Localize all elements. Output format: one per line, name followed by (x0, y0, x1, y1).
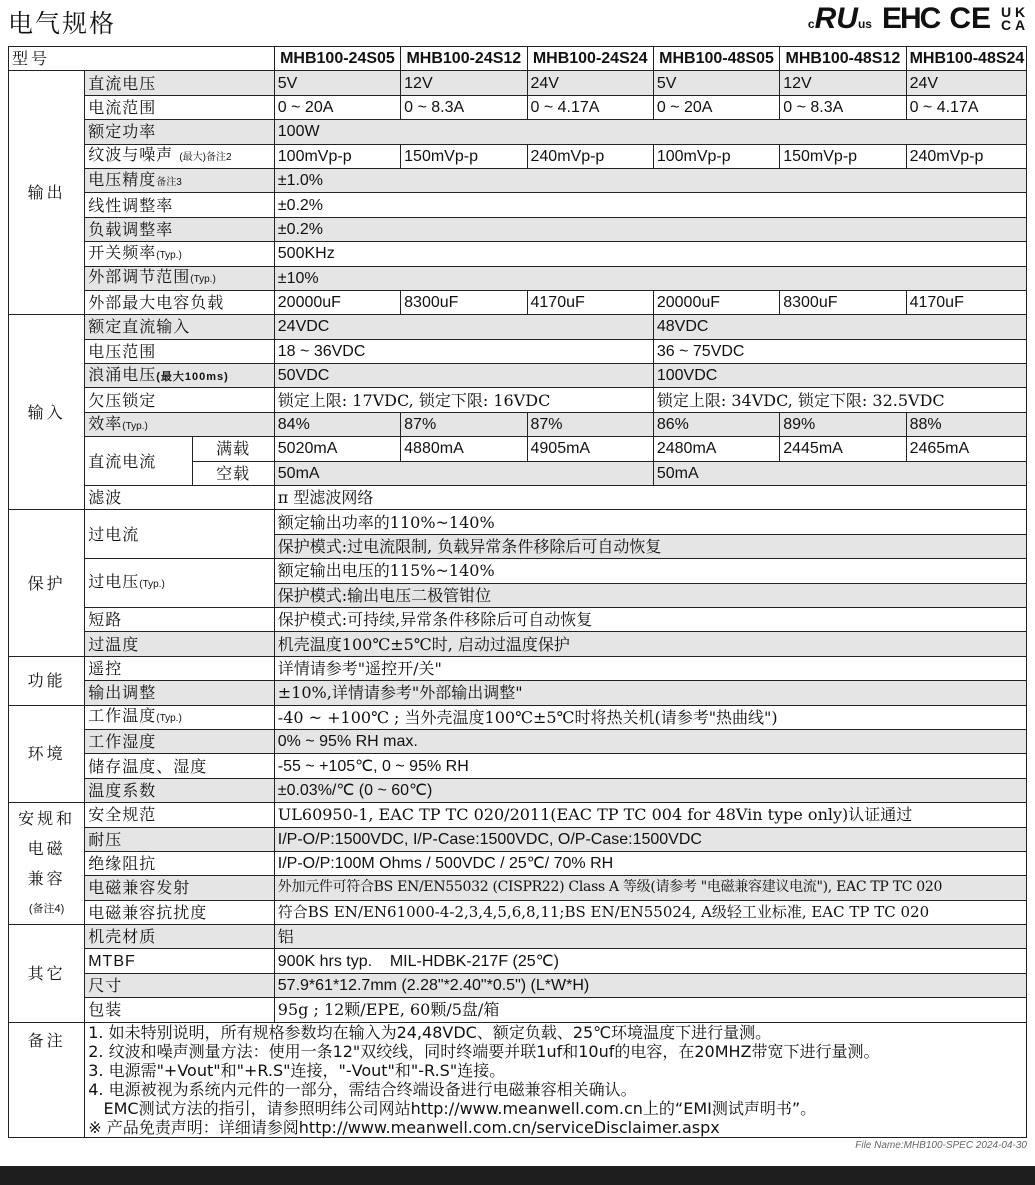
row-label: 电压范围 (85, 339, 275, 363)
cell-value: 8300uF (401, 290, 527, 314)
cell-value: 外加元件可符合BS EN/EN55032 (CISPR22) Class A 等级(请参考 "电磁兼容建议电流"), EAC TP TC 020 (274, 876, 1026, 900)
cell-value: 89% (780, 412, 906, 436)
cell-value: 100mVp-p (653, 144, 779, 168)
cell-value: 8300uF (780, 290, 906, 314)
cell-value: 20000uF (653, 290, 779, 314)
ce-mark-icon: CE (949, 2, 991, 35)
cell-value: 20000uF (274, 290, 400, 314)
cell-value: 0 ~ 20A (274, 95, 400, 119)
model-name: MHB100-24S05 (274, 47, 400, 71)
eac-mark-icon: EHC (881, 2, 940, 35)
row-label: 安全规范 (85, 803, 275, 827)
row-label: 过电流 (85, 510, 275, 559)
cell-value: UL60950-1, EAC TP TC 020/2011(EAC TP TC 004 for 48Vin type only)认证通过 (274, 803, 1026, 827)
cell-value: 240mVp-p (906, 144, 1026, 168)
cell-value: 50mA (274, 461, 653, 485)
ul-logo-icon: cRUus (807, 2, 872, 35)
cell-value: I/P-O/P:100M Ohms / 500VDC / 25℃/ 70% RH (274, 851, 1026, 875)
row-label: 包装 (85, 998, 275, 1022)
category-environment: 环境 (9, 705, 85, 803)
note-line: EMC测试方法的指引，请参照明纬公司网站http://www.meanwell.com.cn上的“EMI测试声明书”。 (88, 1098, 817, 1118)
row-sublabel: 空载 (192, 461, 274, 485)
cell-value: 0 ~ 8.3A (780, 95, 906, 119)
cell-value: 50VDC (274, 364, 653, 388)
cell-value: 0 ~ 20A (653, 95, 779, 119)
row-label: 短路 (85, 607, 275, 631)
row-label: 绝缘阻抗 (85, 851, 275, 875)
row-label: 直流电流 (85, 437, 192, 486)
note-line: 3. 电源需"+Vout"和"+R.S"连接，"-Vout"和"-R.S"连接。 (88, 1060, 506, 1080)
model-name: MHB100-48S05 (653, 47, 779, 71)
cell-value: 铝 (274, 925, 1026, 949)
row-sublabel: 满载 (192, 437, 274, 461)
category-protection: 保护 (9, 510, 85, 656)
cell-value: ±0.2% (274, 193, 1026, 217)
cell-value: ±10% (274, 266, 1026, 290)
model-label: 型号 (9, 47, 275, 71)
cell-value: 150mVp-p (401, 144, 527, 168)
cell-value: 500KHz (274, 242, 1026, 266)
row-label: MTBF (85, 949, 275, 973)
cell-value: 4905mA (527, 437, 653, 461)
cell-value: 24V (527, 71, 653, 95)
cell-value: ±0.03%/℃ (0 ~ 60℃) (274, 778, 1026, 802)
row-label: 温度系数 (85, 778, 275, 802)
cell-value: 100W (274, 120, 1026, 144)
category-input: 输入 (9, 315, 85, 510)
row-label: 直流电压 (85, 71, 275, 95)
cell-value: 100mVp-p (274, 144, 400, 168)
category-output: 输出 (9, 71, 85, 315)
row-label: 浪涌电压(最大100ms) (85, 364, 275, 388)
cell-value: 12V (780, 71, 906, 95)
model-name: MHB100-24S24 (527, 47, 653, 71)
cell-value: 0 ~ 4.17A (906, 95, 1026, 119)
model-name: MHB100-48S24 (906, 47, 1026, 71)
row-label: 耐压 (85, 827, 275, 851)
category-function: 功能 (9, 656, 85, 705)
notes-block (85, 1022, 1027, 1137)
cell-value: 0 ~ 8.3A (401, 95, 527, 119)
row-label: 尺寸 (85, 973, 275, 997)
cell-value: 额定输出电压的115%~140% (274, 559, 1026, 583)
model-name: MHB100-24S12 (401, 47, 527, 71)
row-label: 欠压锁定 (85, 388, 275, 412)
cell-value: 保护模式:过电流限制, 负载异常条件移除后可自动恢复 (274, 534, 1026, 558)
row-label: 负载调整率 (85, 217, 275, 241)
cell-value: 57.9*61*12.7mm (2.28"*2.40"*0.5") (L*W*H) (274, 973, 1026, 997)
row-label: 额定功率 (85, 120, 275, 144)
cell-value: 88% (906, 412, 1026, 436)
cell-value: 240mVp-p (527, 144, 653, 168)
cell-value: 150mVp-p (780, 144, 906, 168)
row-label: 输出调整 (85, 681, 275, 705)
cell-value: 50mA (653, 461, 1026, 485)
row-label: 过电压(Typ.) (85, 559, 275, 608)
cell-value: 保护模式:输出电压二极管钳位 (274, 583, 1026, 607)
cell-value: 84% (274, 412, 400, 436)
cell-value: ±1.0% (274, 168, 1026, 192)
row-label: 开关频率(Typ.) (85, 242, 275, 266)
row-label: 机壳材质 (85, 925, 275, 949)
cell-value: 2465mA (906, 437, 1026, 461)
row-label: 额定直流输入 (85, 315, 275, 339)
note-line: 2. 纹波和噪声测量方法：使用一条12"双绞线，同时终端要并联1uf和10uf的电容，在20MHZ带宽下进行量测。 (88, 1041, 880, 1061)
cell-value: ±0.2% (274, 217, 1026, 241)
cell-value: 锁定上限: 34VDC, 锁定下限: 32.5VDC (653, 388, 1026, 412)
page-title: 电气规格 (8, 9, 117, 38)
bottom-bar (0, 1166, 1035, 1185)
cell-value: I/P-O/P:1500VDC, I/P-Case:1500VDC, O/P-Case:1500VDC (274, 827, 1026, 851)
cell-value: 24VDC (274, 315, 653, 339)
cell-value: ±10%,详情请参考"外部输出调整" (274, 681, 1026, 705)
row-label: 电磁兼容发射 (85, 876, 275, 900)
cell-value: 86% (653, 412, 779, 436)
cell-value: 4880mA (401, 437, 527, 461)
cell-value: 18 ~ 36VDC (274, 339, 653, 363)
cell-value: -40 ~ +100℃ ; 当外壳温度100℃±5℃时将热关机(请参考"热曲线") (274, 705, 1026, 729)
note-line: 4. 电源被视为系统内元件的一部分，需结合终端设备进行电磁兼容相关确认。 (88, 1079, 637, 1099)
category-notes: 备注 (9, 1022, 85, 1137)
row-label: 电压精度备注3 (85, 168, 275, 192)
row-label: 滤波 (85, 486, 275, 510)
cell-value: 36 ~ 75VDC (653, 339, 1026, 363)
cell-value: 4170uF (906, 290, 1026, 314)
model-row (9, 47, 1027, 71)
cell-value: 48VDC (653, 315, 1026, 339)
ukca-mark-icon: U K C A (1001, 4, 1026, 33)
cert-marks (808, 2, 1029, 36)
row-label: 外部最大电容负载 (85, 290, 275, 314)
cell-value: 95g ; 12颗/EPE, 60颗/5盘/箱 (274, 998, 1026, 1022)
cell-value: 87% (401, 412, 527, 436)
row-label: 电磁兼容抗扰度 (85, 900, 275, 924)
row-label: 电流范围 (85, 95, 275, 119)
cell-value: 5V (274, 71, 400, 95)
cell-value: 100VDC (653, 364, 1026, 388)
cell-value: 12V (401, 71, 527, 95)
row-label: 遥控 (85, 656, 275, 680)
note-line: 1. 如未特别说明，所有规格参数均在输入为24,48VDC、额定负载、25℃环境温度下进行量测。 (88, 1022, 772, 1042)
row-label: 外部调节范围(Typ.) (85, 266, 275, 290)
cell-value: 5V (653, 71, 779, 95)
cell-value: 额定输出功率的110%~140% (274, 510, 1026, 534)
cell-value: 2480mA (653, 437, 779, 461)
category-safety-emc: 安规和 电磁 兼容 (备注4) (9, 803, 85, 925)
cell-value: 锁定上限: 17VDC, 锁定下限: 16VDC (274, 388, 653, 412)
note-line: ※ 产品免责声明：详细请参阅http://www.meanwell.com.cn/serviceDisclaimer.aspx (88, 1117, 720, 1137)
cell-value: 机壳温度100℃±5℃时, 启动过温度保护 (274, 632, 1026, 656)
cell-value: 0 ~ 4.17A (527, 95, 653, 119)
cell-value: 24V (906, 71, 1026, 95)
spec-table (8, 46, 1027, 1138)
row-label: 效率(Typ.) (85, 412, 275, 436)
model-name: MHB100-48S12 (780, 47, 906, 71)
cell-value: 5020mA (274, 437, 400, 461)
cell-value: 4170uF (527, 290, 653, 314)
cell-value: 900K hrs typ. MIL-HDBK-217F (25℃) (274, 949, 1026, 973)
row-label: 工作温度(Typ.) (85, 705, 275, 729)
file-name: File Name:MHB100-SPEC 2024-04-30 (855, 1140, 1027, 1151)
category-others: 其它 (9, 925, 85, 1023)
cell-value: 2445mA (780, 437, 906, 461)
row-label: 工作湿度 (85, 729, 275, 753)
cell-value: -55 ~ +105℃, 0 ~ 95% RH (274, 754, 1026, 778)
cell-value: π 型滤波网络 (274, 486, 1026, 510)
row-label: 线性调整率 (85, 193, 275, 217)
cell-value: 符合BS EN/EN61000-4-2,3,4,5,6,8,11;BS EN/EN55024, A级轻工业标准, EAC TP TC 020 (274, 900, 1026, 924)
cell-value: 87% (527, 412, 653, 436)
row-label: 过温度 (85, 632, 275, 656)
cell-value: 0% ~ 95% RH max. (274, 729, 1026, 753)
cell-value: 详情请参考"遥控开/关" (274, 656, 1026, 680)
row-label: 纹波与噪声 (最大)备注2 (85, 144, 275, 168)
cell-value: 保护模式:可持续,异常条件移除后可自动恢复 (274, 607, 1026, 631)
row-label: 储存温度、湿度 (85, 754, 275, 778)
